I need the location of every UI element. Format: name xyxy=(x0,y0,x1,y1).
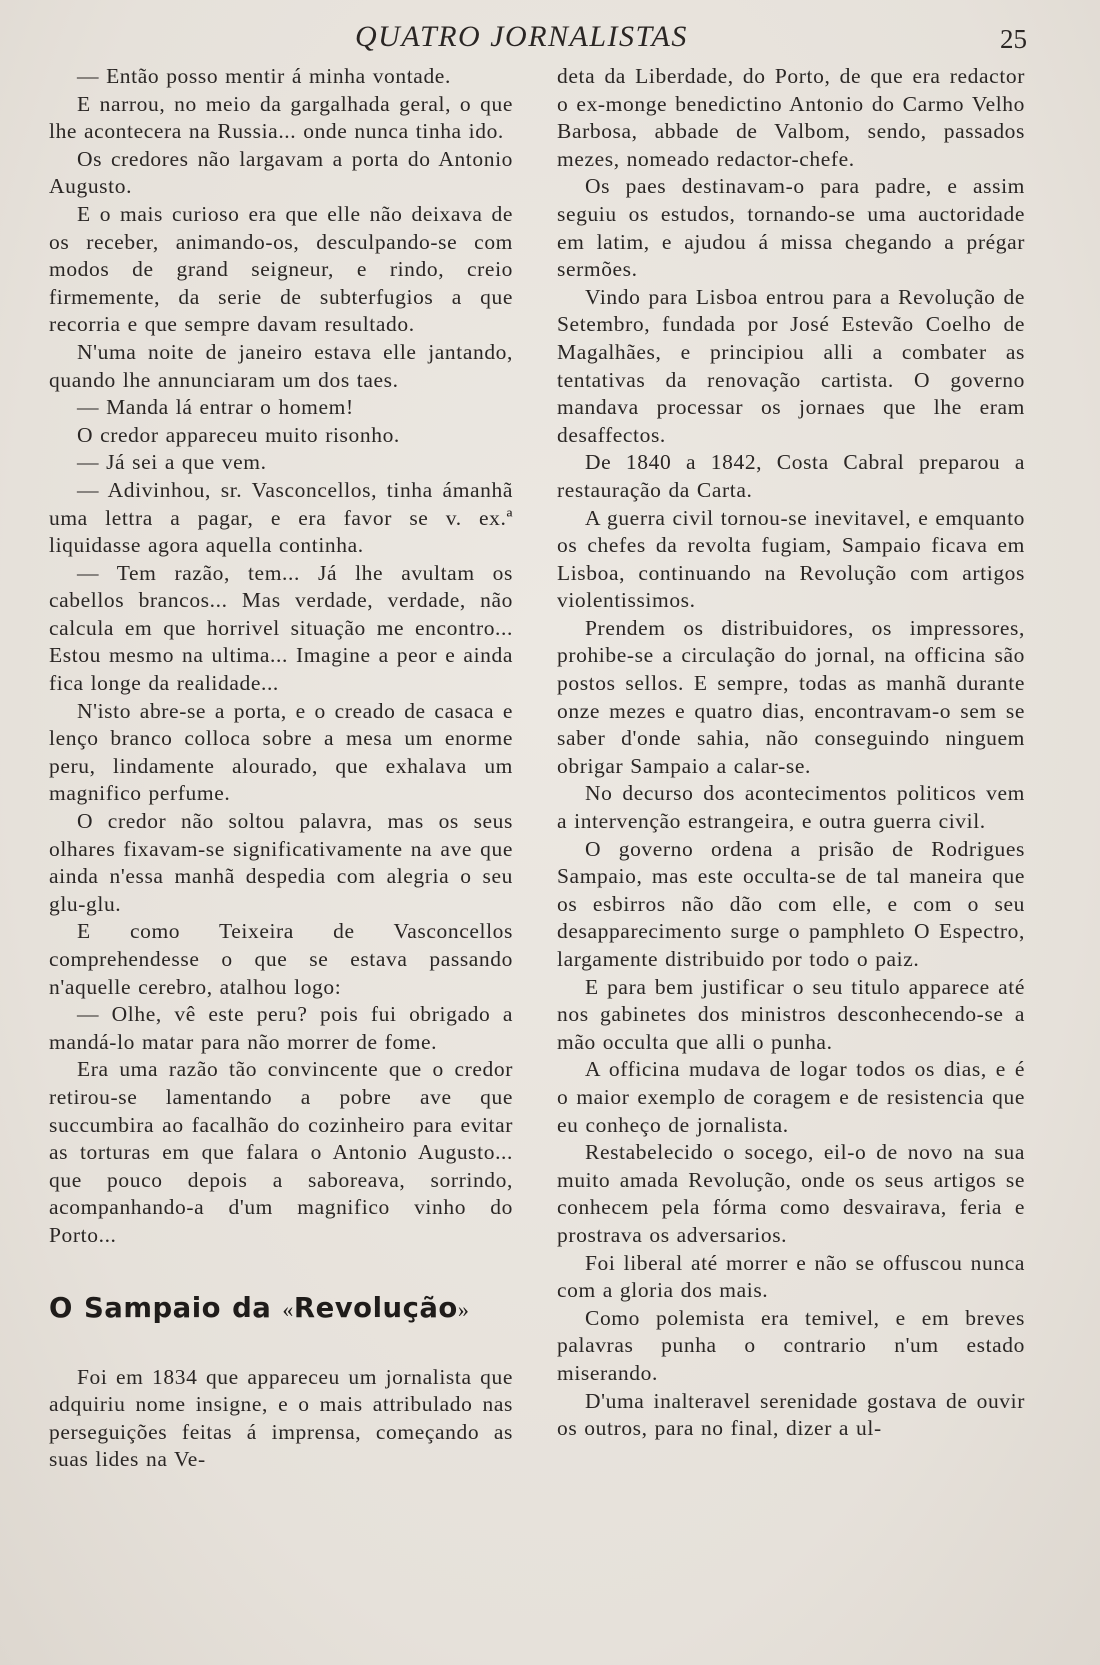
right-column xyxy=(557,63,1025,1443)
paragraph: O governo ordena a prisão de Rodrigues Sampaio, mas este occulta-se de tal maneira que os esbirros não dão com elle, e com o seu desapparecimento surge o pamphleto O Espectro, largamente distribuido por todo o paiz. xyxy=(557,836,1025,971)
paragraph: E como Teixeira de Vasconcellos comprehendesse o que se estava passando n'aquelle cerebro, atalhou logo: xyxy=(49,919,513,999)
running-head xyxy=(0,16,1100,56)
paragraph: A officina mudava de logar todos os dias, e é o maior exemplo de coragem e de resistencia que eu conheço de jornalista. xyxy=(557,1057,1025,1137)
paragraph: — Adivinhou, sr. Vasconcellos, tinha ámanhã uma lettra a pagar, e era favor se v. ex.ª liquidasse agora aquella continha. xyxy=(49,477,513,558)
paragraph: Como polemista era temivel, e em breves palavras punha o contrario n'um estado miserando. xyxy=(557,1305,1025,1385)
paragraph: — Tem razão, tem... Já lhe avultam os cabellos brancos... Mas verdade, verdade, não calcula em que horrivel situação me encontro... Estou mesmo na ultima... Imagine a peor e ainda fica longe da realidade... xyxy=(49,560,513,696)
left-column xyxy=(49,63,513,1474)
quote-close: » xyxy=(457,1296,470,1322)
paragraph: No decurso dos acontecimentos politicos vem a intervenção estrangeira, e outra guerra civil. xyxy=(557,781,1025,834)
paragraph: O credor não soltou palavra, mas os seus olhares fixavam-se significativamente na ave que ainda n'essa manhã despedia com alegria o seu glu-glu. xyxy=(49,809,513,916)
running-title: QUATRO JORNALISTAS xyxy=(355,20,688,53)
paragraph: — Manda lá entrar o homem! xyxy=(77,395,354,420)
paragraph: E o mais curioso era que elle não deixava de os receber, animando-os, desculpando-se com modos de grand seigneur, e rindo, creio firmemente, da serie de subterfugios a que recorria e que sempre davam resultado. xyxy=(49,201,513,337)
paragraph: O credor appareceu muito risonho. xyxy=(77,422,400,447)
paragraph: N'isto abre-se a porta, e o creado de casaca e lenço branco colloca sobre a mesa um enorme peru, lindamente alourado, que exhalava um magnifico perfume. xyxy=(49,698,513,806)
section-heading xyxy=(49,1290,513,1328)
paragraph: N'uma noite de janeiro estava elle jantando, quando lhe annunciaram um dos taes. xyxy=(49,339,513,392)
paragraph: D'uma inalteravel serenidade gostava de ouvir os outros, para no final, dizer a ul- xyxy=(557,1388,1025,1441)
page-number: 25 xyxy=(1000,24,1027,54)
paragraph: A guerra civil tornou-se inevitavel, e emquanto os chefes da revolta fugiam, Sampaio ficava em Lisboa, continuando na Revolução com artigos violentissimos. xyxy=(557,505,1025,613)
paragraph: Os paes destinavam-o para padre, e assim seguiu os estudos, tornando-se uma auctoridade em latim, e ajudou á missa chegando a prégar sermões. xyxy=(557,174,1025,282)
paragraph: Vindo para Lisboa entrou para a Revolução de Setembro, fundada por José Estevão Coelho de Magalhães, e principiou alli a combater as tentativas da renovação cartista. O governo mandava processar os jornaes que lhe eram desaffectos. xyxy=(557,284,1025,447)
paragraph: Foi liberal até morrer e não se offuscou nunca com a gloria dos mais. xyxy=(557,1250,1025,1303)
paragraph: E narrou, no meio da gargalhada geral, o que lhe acontecera na Russia... onde nunca tinha ido. xyxy=(49,91,513,144)
paragraph: deta da Liberdade, do Porto, de que era redactor o ex-monge benedictino Antonio do Carmo Velho Barbosa, abbade de Valbom, sendo, passados mezes, nomeado redactor-chefe. xyxy=(557,64,1025,171)
paragraph: — Olhe, vê este peru? pois fui obrigado a mandá-lo matar para não morrer de fome. xyxy=(49,1002,513,1054)
paragraph: — Então posso mentir á minha vontade. xyxy=(77,64,451,88)
paragraph: De 1840 a 1842, Costa Cabral preparou a restauração da Carta. xyxy=(557,450,1025,502)
paragraph: Prendem os distribuidores, os impressores, prohibe-se a circulação do jornal, na officina são postos sellos. E sempre, todas as manhã durante onze mezes e quatro dias, encontravam-o sem se saber d'onde sahia, não conseguindo ninguem obrigar Sampaio a calar-se. xyxy=(557,615,1025,778)
paragraph: Era uma razão tão convincente que o credor retirou-se lamentando a pobre ave que succumbira ao facalhão do cozinheiro para evitar as torturas em que falara o Antonio Augusto... que pouco depois a saboreava, sorrindo, acompanhando-a d'um magnifico vinho do Porto... xyxy=(49,1057,513,1247)
quote-open: « xyxy=(282,1296,294,1322)
section-heading-quoted: Revolução xyxy=(293,1291,458,1324)
paragraph: Foi em 1834 que appareceu um jornalista que adquiriu nome insigne, e o mais attribulado nas perseguições feitas á imprensa, começando as suas lides na Ve- xyxy=(49,1364,513,1472)
paragraph: Os credores não largavam a porta do Antonio Augusto. xyxy=(49,146,513,199)
paragraph: Restabelecido o socego, eil-o de novo na sua muito amada Revolução, onde os seus artigos se conhecem pela fórma como desvairava, feria e prostrava os adversarios. xyxy=(557,1140,1025,1247)
section-heading-text: O Sampaio da xyxy=(49,1291,283,1324)
paragraph: E para bem justificar o seu titulo apparece até nos gabinetes dos ministros desconhecendo-se a mão occulta que alli o punha. xyxy=(557,974,1025,1054)
paragraph: — Já sei a que vem. xyxy=(77,450,267,475)
